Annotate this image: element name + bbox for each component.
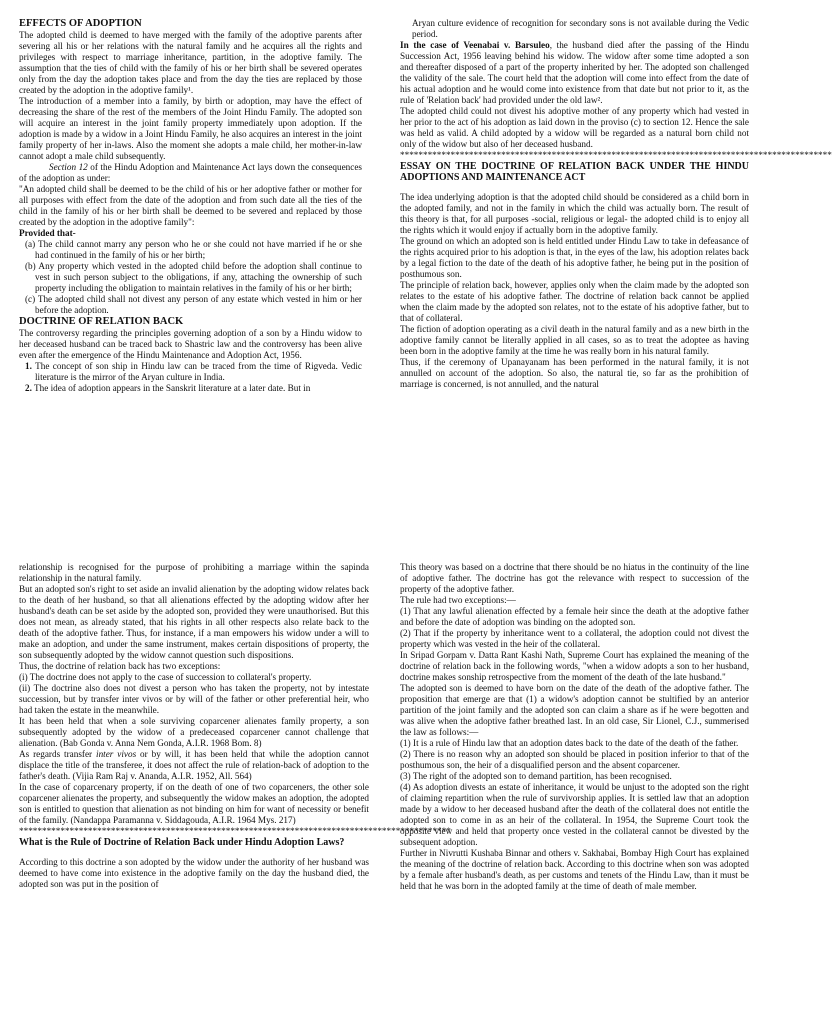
heading-essay: ESSAY ON THE DOCTRINE OF RELATION BACK UNDER THE HINDU ADOPTIONS AND MAINTENANCE ACT: [400, 161, 749, 183]
paragraph: relationship is recognised for the purpose of prohibiting a marriage within the sapinda relationship in the natural family.: [19, 562, 369, 583]
exception-ii: (ii) The doctrine also does not divest a person who has taken the property, not by intestate succession, but by transfer inter vivos or by will of the father or other preferential heir, who had taken the estate in the meanwhile.: [19, 683, 369, 715]
point-text: The idea of adoption appears in the Sanskrit literature at a later date. But in: [31, 383, 311, 393]
paragraph: The introduction of a member into a family, by birth or adoption, may have the effect of decreasing the share of the rest of the members of the Joint Hindu Family. The adopted son will acquire an interest in the joint family property immediately upon adoption. If the adoption is made by a widow in a Joint Hindu Family, he also acquires an interest in the joint family property of her in-laws. Also the moment she adopts a male child, her mother-in-law cannot adopt a male child subsequently.: [19, 96, 362, 161]
paragraph: According to this doctrine a son adopted by the widow under the authority of her husband was deemed to have come into existence in the adoptive family on the day the husband died, the adopted son was put in the position of: [19, 857, 369, 889]
numbered-point-1: [19, 361, 362, 383]
proviso-c: (c) The adopted child shall not divest any person of any estate which vested in him or her before the adoption.: [25, 294, 362, 315]
inter-vivos-term: inter vivos: [96, 749, 137, 759]
exception-i: (i) The doctrine does not apply to the case of succession to collateral's property.: [19, 672, 312, 682]
paragraph-nivrutti-case: Further in Nivrutti Kushaba Binnar and others v. Sakhabai, Bombay High Court has explained the meaning of the doctrine of relation back. According to this doctrine when son was adopted by a female after husband's death, as per customs and tenets of the Hindu Law, than it must be held that he was born in the adopted family at the time of death of male member.: [400, 848, 749, 891]
paragraph: The principle of relation back, however, applies only when the claim made by the adopted son relates to the estate of his adoptive father. The doctrine of relation back cannot be applied when the claim made by the adopted son relates, not to the estate of his adoptive father, but to that of collateral.: [400, 280, 749, 323]
proviso-b: (b) Any property which vested in the adopted child before the adoption shall continue to vest in such person subject to the obligations, if any, attaching the ownership of such property including the obligation to maintain relatives in the family of his or her birth;: [25, 261, 362, 293]
paragraph: Thus, the doctrine of relation back has two exceptions:: [19, 661, 221, 671]
numbered-point-2: [19, 383, 362, 394]
case-name: In the case of Veenabai v. Barsuleo: [400, 40, 550, 50]
text-run: As regards transfer: [19, 749, 97, 759]
paragraph-section-12: [19, 162, 362, 184]
rule-3: (3) The right of the adopted son to demand partition, has been recognised.: [400, 771, 672, 781]
paragraph: But an adopted son's right to set aside an invalid alienation by the adopting widow relates back to the death of her husband, so that all alienations effected by the adopting widow after her husband's death can be set aside by the adopted son, provided they were unauthorised. But this does not mean, as already stated, that his rights in all other respects also relate back to the death of the adoptive father. Thus, for instance, if a man empowers his widow under a will to make an adoption, and under the same instrument, makes certain dispositions of property, the son subsequently adopted by the widow cannot question such dispositions.: [19, 584, 369, 660]
paragraph: The fiction of adoption operating as a civil death in the natural family and as a new birth in the adoptive family cannot be literally applied in all cases, so as to treat the adoptee as having been born in the adoptive family at the time he was really born in his natural family.: [400, 324, 749, 356]
provided-that-label: Provided that-: [19, 228, 76, 238]
paragraph: It has been held that when a sole surviving coparcener alienates family property, a son subsequently adopted by the widow of a predeceased coparcener cannot challenge that alienation. (Bab Gonda v. Anna Nem Gonda, A.I.R. 1968 Bom. 8): [19, 716, 369, 748]
paragraph: The adopted child is deemed to have merged with the family of the adoptive parents after severing all his or her relations with the natural family and he acquires all the rights and privileges with respect to marriage inheritance, partition, in the adoptive family. The assumption that the ties of child with the family of his or her birth shall be severed operates only from the day the adoption takes place and from the day the ties are replaced by those created by the adoption in the adoptive family¹.: [19, 30, 362, 95]
paragraph: Thus, if the ceremony of Upanayanam has been performed in the natural family, it is not annulled on account of the adoption. So also, the natural tie, so far as the prohibition of marriage is concerned, is not annulled, and the natural: [400, 357, 749, 389]
paragraph: This theory was based on a doctrine that there should be no hiatus in the continuity of the line of adoptive father. The doctrine has got the relevance with respect to succession of the property of the adoptive father.: [400, 562, 749, 594]
column-top-right: [400, 18, 832, 532]
paragraph-sripad-case: In Sripad Gorpam v. Datta Rant Kashi Nath, Supreme Court has explained the meaning of the doctrine of relation back in the following words, "when a widow adopts a son to her husband, doctrine makes sonship retrospective from the moment of the death of the late husband.": [400, 650, 749, 682]
rule-2: (2) There is no reason why an adopted son should be placed in position inferior to that of the posthumous son, the heir of a disqualified person and the absent coparcener.: [400, 749, 749, 770]
paragraph: The controversy regarding the principles governing adoption of a son by a Hindu widow to her deceased husband can be traced back to Shastric law and the controversy has been alive even after the emergence of the Hindu Maintenance and Adoption Act, 1956.: [19, 328, 362, 360]
quote-section-12: "An adopted child shall be deemed to be the child of his or her adoptive father or mother for all purposes with effect from the date of the adoption and from such date all the ties of the child in the family of his or her birth shall be deemed to be severed and replaced by those created by the adoption in the adoptive family":: [19, 184, 362, 227]
paragraph-veenabai-case: [400, 40, 749, 106]
paragraph: In the case of coparcenary property, if on the death of one of two coparceners, the other sole coparcener alienates the property, and subsequently the widow makes an adoption, the adopted son is entitled to question that alienation as not binding on him for want of necessity or benefit of the family. (Nandappa Paramanna v. Siddagouda, A.I.R. 1964 Mys. 217): [19, 782, 369, 825]
point-text: The concept of son ship in Hindu law can be traced from the time of Rigveda. Vedic literature is the mirror of the Aryan culture in India.: [31, 361, 362, 382]
paragraph: Aryan culture evidence of recognition for secondary sons is not available during the Vedic period.: [412, 18, 749, 39]
proviso-a: (a) The child cannot marry any person who he or she could not have married if he or she had continued in the family of his or her birth;: [25, 239, 362, 260]
section-text: of the Hindu Adoption and Maintenance Act lays down the consequences of the adoption as under:: [19, 162, 363, 183]
paragraph: The adopted child could not divest his adoptive mother of any property which had vested in her prior to the act of his adoption as laid down in the proviso (c) to section 12. Hence the sale was held as valid. A child adopted by a widow will be regarded as a natural born child not only of the widow but also of her deceased husband.: [400, 106, 749, 149]
text-run: or by will, it has been held that while the adoption cannot displace the title of the transferee, it does not affect the rule of relation-back of adoption to the father's death. (Vijia Ram Raj v. Ananda, A.I.R. 1952, All. 564): [19, 749, 369, 781]
rule-4: (4) As adoption divests an estate of inheritance, it would be unjust to the adopted son the right of claiming repartition when the rule of survivorship applies. It is settled law that an adoption made by a widow to her deceased husband after the death of the collateral does not entitle the adopted son to come in as an heir of the collateral. In 1954, the Supreme Court took the opposite view and held that property once vested in the collateral cannot be divested by the subsequent adoption.: [400, 782, 749, 847]
column-top-left: [19, 18, 362, 532]
point-number: 1.: [25, 361, 32, 371]
point-number: 2.: [25, 383, 32, 393]
star-divider: **********************************************************************************************: [19, 826, 451, 836]
question-heading: What is the Rule of Doctrine of Relation Back under Hindu Adoption Laws?: [19, 837, 345, 848]
paragraph-inter-vivos: [19, 749, 369, 782]
heading-effects-of-adoption: EFFECTS OF ADOPTION: [19, 18, 142, 29]
section-ref: Section 12: [49, 162, 88, 172]
rule-1: (1) It is a rule of Hindu law that an adoption dates back to the date of the death of the father.: [400, 738, 739, 748]
star-divider: **********************************************************************************************: [400, 150, 832, 160]
paragraph: The adopted son is deemed to have born on the date of the death of the adoptive father. The proposition that emerge are that (1) a widow's adoption cannot be stultified by an anterior partition of the joint family and the adopted son can claim a share as if he were begotten and was alive when the adoptive father breathed last. In an old case, Sir Lionel, C.J., summerised the law as follows:—: [400, 683, 749, 737]
paragraph: The rule had two exceptions:—: [400, 595, 516, 605]
paragraph: The idea underlying adoption is that the adopted child should be considered as a child born in the adopted family, and not in the family in which the child was actually born. The result of this theory is that, for all purposes -social, religious or legal- the adopted child is to enjoy all the rights which it would enjoy if actually born in the adoptive family.: [400, 192, 749, 235]
column-bottom-right: [400, 562, 749, 1024]
exception-2: (2) That if the property by inheritance went to a collateral, the adoption could not divest the property which was vested in the heir of the collateral.: [400, 628, 749, 649]
heading-doctrine-relation-back: DOCTRINE OF RELATION BACK: [19, 316, 184, 327]
paragraph: The ground on which an adopted son is held entitled under Hindu Law to take in defeasance of the rights acquired prior to his adoption is that, in the eyes of the law, his adoption relates back by a legal fiction to the date of the death of his adoptive father, he being put in the position of posthumous son.: [400, 236, 749, 279]
case-text: , the husband died after the passing of the Hindu Succession Act, 1956 leaving behind his widow. The widow after some time adopted a son and thereafter disposed of a part of the property inherited by her. The adopted son challenged the validity of the sale. The court held that the adoption will come into effect from the date of his actual adoption and he would come into existence from that date but not prior to it, as the rule of 'Relation back' had provided under the old law².: [400, 40, 750, 105]
column-bottom-left: [19, 562, 451, 1024]
exception-1: (1) That any lawful alienation effected by a female heir since the death at the adoptive father and before the date of adoption was binding on the adopted son.: [400, 606, 749, 627]
